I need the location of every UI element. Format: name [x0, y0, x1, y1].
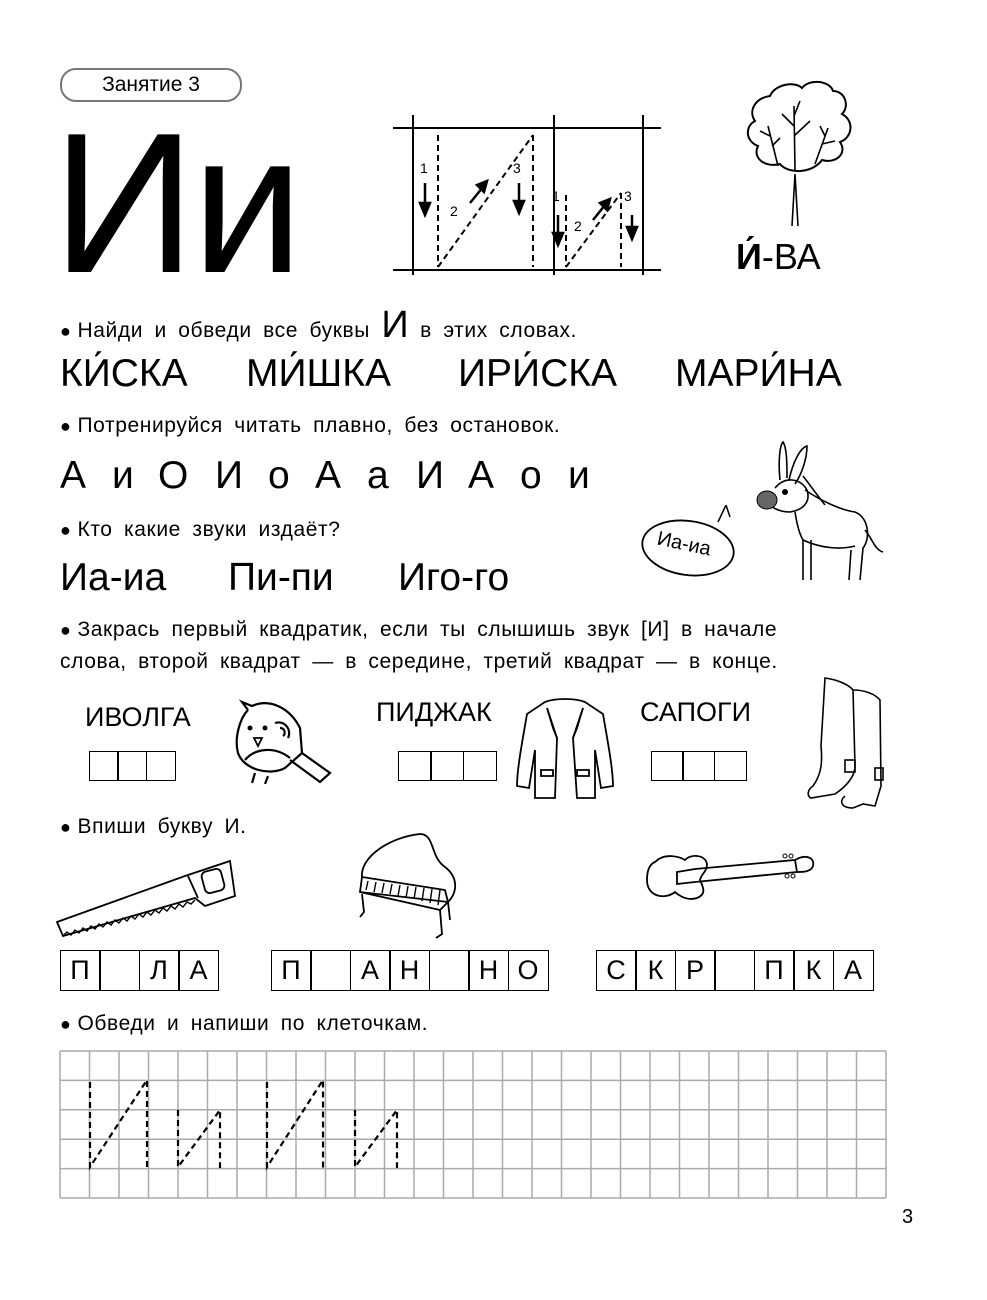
word-label: ИВОЛГА	[85, 702, 191, 732]
bird-icon	[230, 698, 335, 784]
svg-text:3: 3	[513, 160, 521, 176]
letter-cell: П	[754, 950, 795, 991]
page-number: 3	[902, 1206, 914, 1228]
task-instruction-color-squares: ● Закрась первый квадратик, если ты слышишь звук [И] в начале слова, второй квадрат — в середине, третий квадрат — в конце.	[60, 618, 778, 673]
letter-cell: Н	[389, 950, 430, 991]
task-instruction-find-letter: ● Найди и обведи все буквы И в этих словах.	[60, 304, 578, 346]
fill-in-word-saw	[61, 950, 219, 991]
position-cell-end[interactable]	[146, 751, 176, 781]
saw-icon	[55, 858, 237, 940]
position-cell-end[interactable]	[463, 751, 497, 781]
violin-icon	[645, 852, 820, 902]
word: ИРИ́СКА	[458, 352, 617, 395]
position-cell-middle[interactable]	[117, 751, 147, 781]
task-instruction-write-letter: ● Впиши букву И.	[60, 815, 247, 838]
letter-cell: К	[635, 950, 676, 991]
svg-text:2: 2	[574, 218, 582, 234]
svg-text:1: 1	[420, 160, 428, 176]
task-instruction-sounds: ● Кто какие звуки издаёт?	[60, 518, 341, 541]
letter-cell: Р	[675, 950, 716, 991]
picture-word: И́-ВА	[736, 236, 821, 277]
letter-input-cell[interactable]	[99, 950, 140, 991]
willow-tree-icon	[740, 76, 860, 231]
position-cell-start[interactable]	[89, 751, 119, 781]
svg-text:1: 1	[552, 188, 560, 204]
letter-input-cell[interactable]	[310, 950, 351, 991]
position-cell-end[interactable]	[714, 751, 747, 781]
word: МАРИ́НА	[675, 352, 842, 395]
position-cell-middle[interactable]	[682, 751, 715, 781]
lesson-label: Занятие 3	[60, 68, 242, 102]
svg-text:2: 2	[450, 203, 458, 219]
letter-cell: А	[350, 950, 391, 991]
trace-letters	[90, 1080, 397, 1168]
bullet: ●	[60, 321, 72, 341]
letter-cell: А	[833, 950, 874, 991]
svg-text:3: 3	[624, 188, 632, 204]
letter-cell: Л	[139, 950, 180, 991]
letter-input-cell[interactable]	[429, 950, 470, 991]
sound-position-cells[interactable]	[652, 751, 747, 781]
word-label: САПОГИ	[640, 697, 752, 727]
piano-icon	[350, 832, 462, 942]
position-cell-start[interactable]	[398, 751, 432, 781]
boots-icon	[805, 676, 885, 811]
letter-cell: С	[596, 950, 637, 991]
task-instruction-trace: ● Обведи и напиши по клеточкам.	[60, 1012, 429, 1035]
word-label: ПИДЖАК	[376, 697, 492, 727]
letter-stroke-guide	[393, 115, 661, 275]
letter-cell: П	[271, 950, 312, 991]
word: КИ́СКА	[60, 352, 188, 395]
sound-position-cells[interactable]	[90, 751, 176, 781]
jacket-icon	[515, 698, 615, 800]
big-letters: Ии	[52, 92, 300, 315]
svg-text:Иа-иа: Иа-иа	[655, 527, 713, 561]
letter-input-cell[interactable]	[714, 950, 755, 991]
speech-bubble	[640, 505, 740, 580]
letter-cell: К	[793, 950, 834, 991]
position-cell-middle[interactable]	[430, 751, 464, 781]
letter-cell: П	[60, 950, 101, 991]
position-cell-start[interactable]	[651, 751, 684, 781]
letter-cell: А	[178, 950, 219, 991]
fill-in-word-piano	[272, 950, 549, 991]
donkey-icon	[745, 440, 890, 590]
task-instruction-read: ● Потренируйся читать плавно, без остановок.	[60, 414, 561, 437]
letter-sequence: А и О И о А а И А о и	[60, 454, 590, 497]
letter-cell: О	[508, 950, 549, 991]
letter-cell: Н	[468, 950, 509, 991]
word-list	[60, 352, 920, 398]
sound-position-cells[interactable]	[399, 751, 497, 781]
sound-list: Иа-иа Пи-пи Иго-го	[60, 556, 510, 599]
handwriting-grid[interactable]	[59, 1050, 889, 1200]
word: МИ́ШКА	[246, 352, 391, 395]
fill-in-word-violin	[597, 950, 874, 991]
